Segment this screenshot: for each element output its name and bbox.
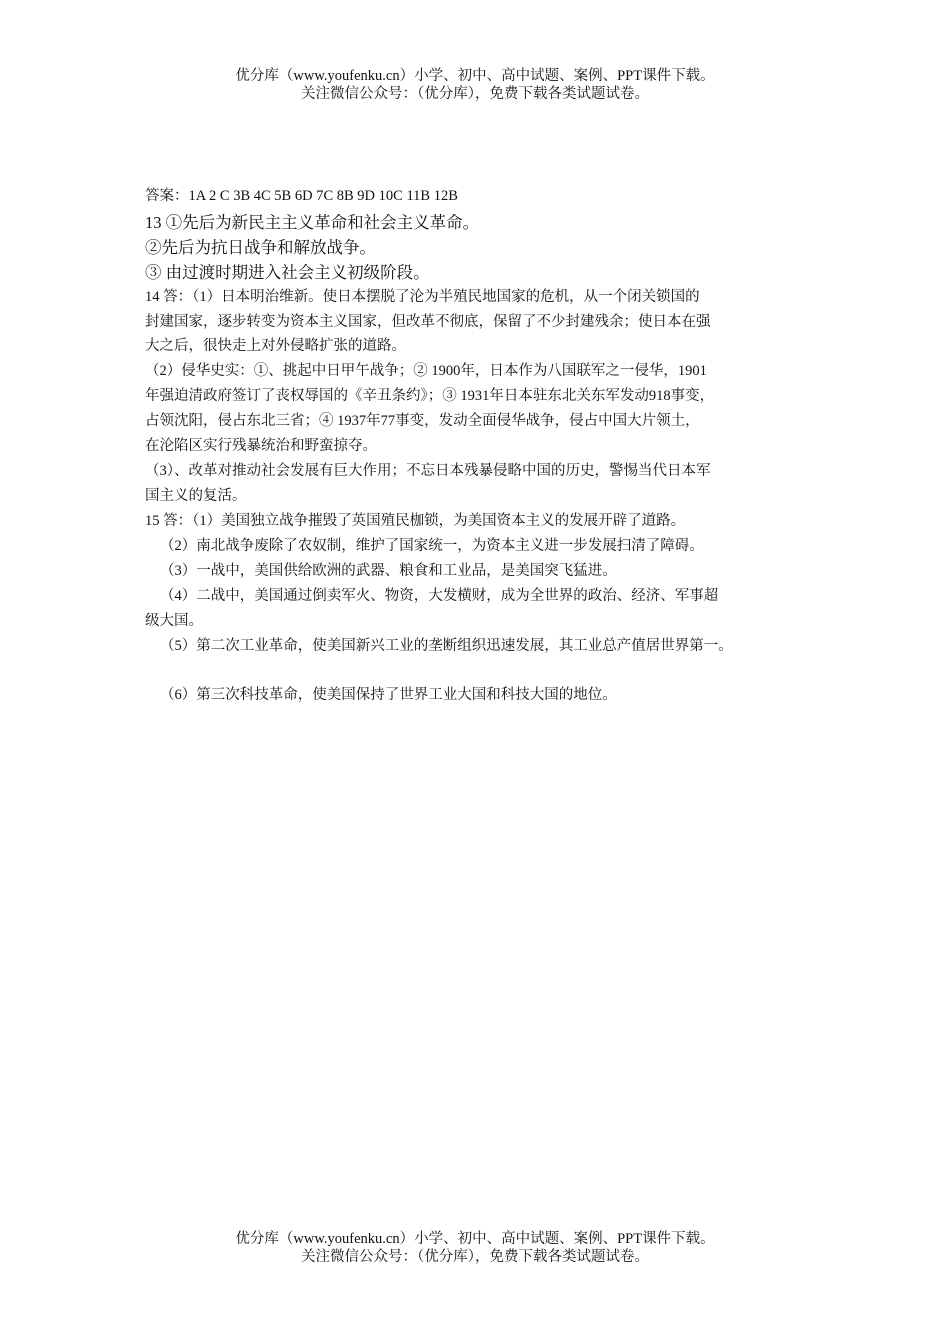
footer-line-1: 优分库（www.youfenku.cn）小学、初中、高中试题、案例、PPT课件下载。 xyxy=(235,1231,715,1247)
q15-line-2: （2）南北战争废除了农奴制，维护了国家统一，为资本主义进一步发展扫清了障碍。 xyxy=(160,538,704,554)
q14-line-6: 占领沈阳，侵占东北三省；④ 1937年77事变，发动全面侵华战争，侵占中国大片领土， xyxy=(145,413,700,429)
header-line-1: 优分库（www.youfenku.cn）小学、初中、高中试题、案例、PPT课件下载。 xyxy=(235,68,715,84)
q15-line-5: 级大国。 xyxy=(145,613,203,629)
page-footer xyxy=(0,1230,950,1266)
q13-line-3: ③ 由过渡时期进入社会主义初级阶段。 xyxy=(145,263,430,282)
q15-line-1: 15 答：（1）美国独立战争摧毁了英国殖民枷锁，为美国资本主义的发展开辟了道路。 xyxy=(145,513,686,529)
q14-line-5: 年强迫清政府签订了丧权辱国的《辛丑条约》；③ 1931年日本驻东北关东军发动918事变， xyxy=(145,388,715,404)
q14-line-4: （2）侵华史实：①、挑起中日甲午战争；② 1900年，日本作为八国联军之一侵华，1901 xyxy=(145,363,707,379)
page-header xyxy=(0,67,950,103)
q13-line-2: ②先后为抗日战争和解放战争。 xyxy=(145,238,376,257)
q14-line-8: （3）、改革对推动社会发展有巨大作用；不忘日本残暴侵略中国的历史，警惕当代日本军 xyxy=(145,463,711,479)
q14-line-1: 14 答：（1）日本明治维新。使日本摆脱了沦为半殖民地国家的危机，从一个闭关锁国的 xyxy=(145,289,700,305)
q14-line-7: 在沦陷区实行残暴统治和野蛮掠夺。 xyxy=(145,438,377,454)
q15-line-7: （6）第三次科技革命，使美国保持了世界工业大国和科技大国的地位。 xyxy=(160,687,617,703)
mc-answers: 答案：1A 2 C 3B 4C 5B 6D 7C 8B 9D 10C 11B 12B xyxy=(145,188,458,204)
q15-line-3: （3）一战中，美国供给欧洲的武器、粮食和工业品，是美国突飞猛进。 xyxy=(160,563,617,579)
q14-line-9: 国主义的复活。 xyxy=(145,488,247,504)
q15-line-4: （4）二战中，美国通过倒卖军火、物资，大发横财，成为全世界的政治、经济、军事超 xyxy=(160,588,719,604)
q14-line-2: 封建国家，逐步转变为资本主义国家，但改革不彻底，保留了不少封建残余；使日本在强 xyxy=(145,314,711,330)
footer-line-2: 关注微信公众号：（优分库），免费下载各类试题试卷。 xyxy=(301,1249,649,1265)
q14-line-3: 大之后，很快走上对外侵略扩张的道路。 xyxy=(145,338,406,354)
q13-line-1: 13 ①先后为新民主主义革命和社会主义革命。 xyxy=(145,213,480,232)
header-line-2: 关注微信公众号：（优分库），免费下载各类试题试卷。 xyxy=(301,86,649,102)
q15-line-6: （5）第二次工业革命，使美国新兴工业的垄断组织迅速发展，其工业总产值居世界第一。 xyxy=(160,638,733,654)
